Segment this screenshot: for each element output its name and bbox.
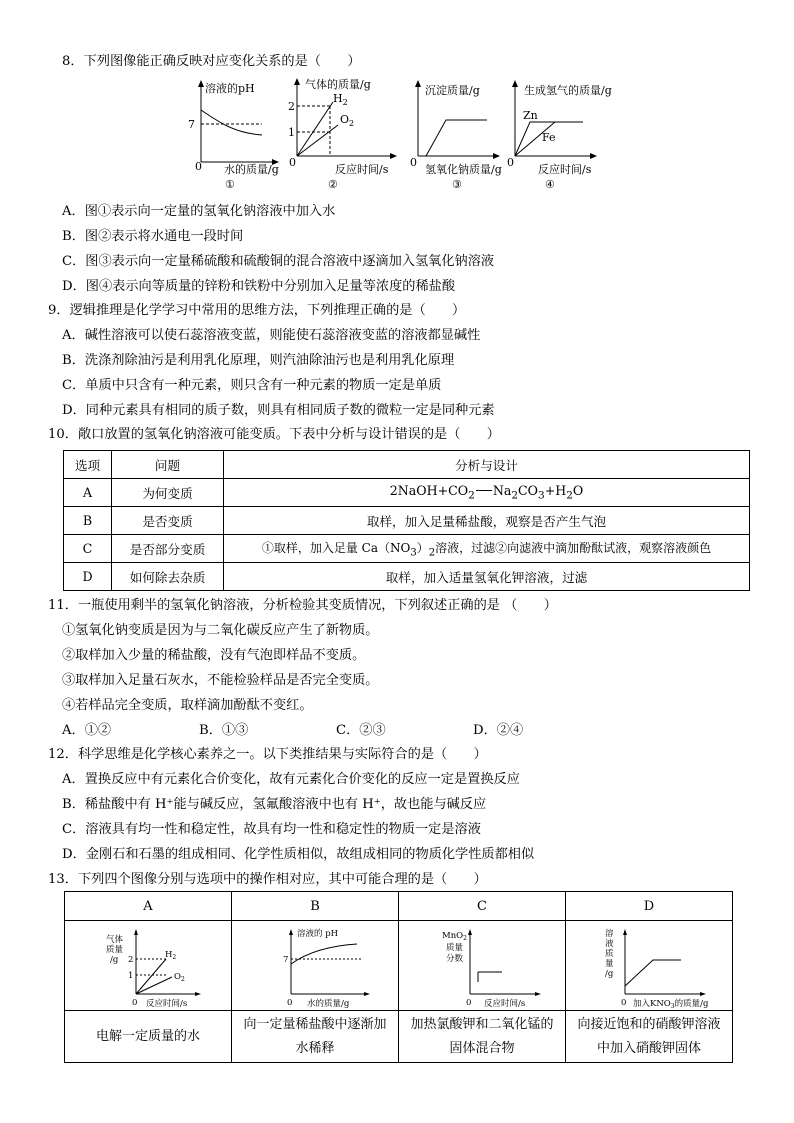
header-c: C — [399, 892, 566, 921]
q12-option-b: B．稀盐酸中有 H⁺能与碱反应，氢氟酸溶液中也有 H⁺，故也能与碱反应 — [62, 797, 487, 812]
q11-choice-a: A．①② — [62, 723, 112, 738]
q8-graph-2 — [288, 78, 397, 191]
table-row-captions — [65, 1011, 733, 1063]
q11-item-2: ②取样加入少量的稀盐酸，没有气泡即样品不变质。 — [62, 648, 366, 663]
q8-g2-ytick2: 2 — [288, 100, 295, 113]
q13-caption-a: 电解一定质量的水 — [65, 1011, 232, 1063]
svg-text:2: 2 — [128, 954, 134, 965]
svg-text:1: 1 — [128, 970, 134, 981]
q8-g2-num: ② — [328, 178, 338, 191]
svg-text:质: 质 — [605, 948, 614, 959]
svg-text:0: 0 — [621, 997, 627, 1008]
q8-g1-ylabel: 溶液的pH — [205, 82, 255, 95]
q9-option-c: C．单质中只含有一种元素，则只含有一种元素的物质一定是单质 — [62, 378, 442, 393]
svg-text:分数: 分数 — [446, 953, 464, 964]
q8-g3-xlabel: 氢氧化钠质量/g — [425, 163, 502, 176]
q8-g1-xlabel: 水的质量/g — [224, 163, 279, 176]
q9-option-d: D．同种元素具有相同的质子数，则具有相同质子数的微粒一定是同种元素 — [62, 403, 495, 418]
q11-choice-c: C．②③ — [336, 723, 386, 738]
q8-g2-origin: 0 — [289, 156, 296, 169]
q8-g3-ylabel: 沉淀质量/g — [425, 84, 480, 97]
q8-g2-ytick1: 1 — [288, 126, 295, 139]
q8-g2-ylabel: 气体的质量/g — [305, 78, 371, 91]
q9-option-b: B．洗涤剂除油污是利用乳化原理，则汽油除油污也是利用乳化原理 — [62, 353, 455, 368]
svg-text:MnO2: MnO$_2$ — [442, 930, 467, 942]
cell-option: B — [64, 507, 112, 535]
q12-option-c: C．溶液具有均一性和稳定性，故具有均一性和稳定性的物质一定是溶液 — [62, 822, 481, 837]
q13-graph-c — [399, 921, 566, 1011]
svg-text:0: 0 — [466, 997, 472, 1008]
svg-text:质量: 质量 — [446, 942, 464, 953]
q8-option-b: B．图②表示将水通电一段时间 — [62, 229, 244, 244]
header-b: B — [232, 892, 399, 921]
table-row — [64, 479, 750, 507]
q8-g2-l1: $H_2$ — [333, 92, 348, 107]
header-analysis: 分析与设计 — [224, 451, 750, 479]
svg-text:气体: 气体 — [106, 934, 124, 945]
q8-g4-l2: Fe — [542, 131, 556, 144]
svg-text:/g: /g — [605, 968, 614, 979]
cell-question: 为何变质 — [112, 479, 224, 507]
q13-caption-c: 加热氯酸钾和二氧化锰的 固体混合物 — [399, 1011, 566, 1063]
q8-g1-origin: 0 — [195, 160, 202, 173]
cell-question: 是否变质 — [112, 507, 224, 535]
q8-option-d: D．图④表示向等质量的锌粉和铁粉中分别加入足量等浓度的稀盐酸 — [62, 279, 456, 294]
q10-table — [63, 450, 750, 591]
q11-choices — [62, 722, 523, 740]
q8-graph-3 — [410, 80, 502, 191]
q8-g1-num: ① — [225, 178, 235, 191]
svg-text:质量: 质量 — [106, 944, 124, 955]
q12-option-a: A．置换反应中有元素化合价变化，故有元素化合价变化的反应一定是置换反应 — [62, 772, 520, 787]
cell-analysis: $2NaOH+CO_2$ $Na_2CO_3+H_2O$ — [224, 479, 750, 507]
table-header-row — [64, 451, 750, 479]
svg-text:7: 7 — [283, 954, 289, 965]
cell-analysis: 取样，加入适量氢氧化钾溶液，过滤 — [224, 563, 750, 591]
header-question: 问题 — [112, 451, 224, 479]
svg-text:/g: /g — [110, 954, 119, 965]
cell-option: C — [64, 535, 112, 563]
q8-g4-l1: Zn — [523, 109, 538, 122]
q11-item-1: ①氢氧化钠变质是因为与二氧化碳反应产生了新物质。 — [62, 623, 379, 638]
q8-option-c: C．图③表示向一定量稀硫酸和硫酸铜的混合溶液中逐滴加入氢氧化钠溶液 — [62, 254, 495, 269]
q8-g4-origin: 0 — [507, 156, 514, 169]
q8-g1-ytick: 7 — [188, 118, 195, 131]
cell-analysis: ①取样，加入足量 $Ca(NO_3)_2$溶液，过滤②向滤液中滴加酚酞试液，观察溶液颜色 — [224, 535, 750, 563]
q11-choice-b: B．①③ — [199, 723, 249, 738]
q9-stem: 9．逻辑推理是化学学习中常用的思维方法，下列推理正确的是（ ） — [48, 303, 466, 318]
svg-text:0: 0 — [132, 997, 138, 1008]
svg-text:0: 0 — [287, 997, 293, 1008]
q13-graph-d — [566, 921, 733, 1011]
q8-stem: 8．下列图像能正确反映对应变化关系的是（ ） — [62, 54, 361, 69]
header-option: 选项 — [64, 451, 112, 479]
svg-text:反应时间/s: 反应时间/s — [484, 998, 526, 1008]
q11-choice-d: D．②④ — [473, 723, 524, 738]
svg-text:H2: $H_2$ — [165, 949, 177, 961]
q12-stem: 12．科学思维是化学核心素养之一。以下类推结果与实际符合的是（ ） — [48, 747, 487, 762]
q11-item-4: ④若样品完全变质，取样滴加酚酞不变红。 — [62, 698, 313, 713]
q13-table — [64, 891, 733, 1063]
cell-option: A — [64, 479, 112, 507]
q8-g4-ylabel: 生成氢气的质量/g — [524, 84, 612, 97]
svg-text:量: 量 — [605, 958, 614, 969]
svg-text:反应时间/s: 反应时间/s — [146, 998, 188, 1008]
svg-text:水的质量/g: 水的质量/g — [307, 998, 350, 1008]
table-row-graphs — [65, 921, 733, 1011]
table-header-row — [65, 892, 733, 921]
svg-text:溶: 溶 — [605, 928, 614, 939]
q8-graphs — [0, 78, 794, 218]
q8-g2-xlabel: 反应时间/s — [335, 163, 389, 176]
svg-text:O2: $O_2$ — [174, 971, 185, 983]
q10-stem: 10．敞口放置的氢氧化钠溶液可能变质。下表中分析与设计错误的是（ ） — [48, 427, 500, 442]
q8-g4-xlabel: 反应时间/s — [538, 163, 592, 176]
q12-option-d: D．金刚石和石墨的组成相同、化学性质相似，故组成相同的物质化学性质都相似 — [62, 847, 535, 862]
table-row — [64, 563, 750, 591]
q13-graph-a — [65, 921, 232, 1011]
q8-graph-4 — [507, 80, 612, 191]
q8-option-a: A．图①表示向一定量的氢氧化钠溶液中加入水 — [62, 204, 336, 219]
table-row — [64, 535, 750, 563]
q11-stem: 11．一瓶使用剩半的氢氧化钠溶液，分析检验其变质情况，下列叙述正确的是 （ ） — [48, 598, 557, 613]
q13-caption-b: 向一定量稀盐酸中逐渐加 水稀释 — [232, 1011, 399, 1063]
header-d: D — [566, 892, 733, 921]
table-row — [64, 507, 750, 535]
q8-g4-num: ④ — [545, 178, 555, 191]
q11-item-3: ③取样加入足量石灰水，不能检验样品是否完全变质。 — [62, 673, 379, 688]
q8-g3-num: ③ — [452, 178, 462, 191]
q9-option-a: A．碱性溶液可以使石蕊溶液变蓝，则能使石蕊溶液变蓝的溶液都显碱性 — [62, 328, 481, 343]
q8-graph-1 — [188, 80, 279, 191]
q8-g3-origin: 0 — [410, 156, 417, 169]
cell-question: 如何除去杂质 — [112, 563, 224, 591]
q13-graph-b — [232, 921, 399, 1011]
svg-text:加入KNO3的质量/g: 加入$KNO_3$的质量/g — [633, 998, 709, 1008]
cell-question: 是否部分变质 — [112, 535, 224, 563]
svg-text:溶液的 pH: 溶液的 pH — [297, 928, 339, 939]
svg-text:液: 液 — [605, 938, 614, 949]
cell-option: D — [64, 563, 112, 591]
q13-stem: 13．下列四个图像分别与选项中的操作相对应，其中可能合理的是（ ） — [48, 872, 487, 887]
q8-g2-l2: $O_2$ — [340, 113, 355, 128]
q13-caption-d: 向接近饱和的硝酸钾溶液 中加入硝酸钾固体 — [566, 1011, 733, 1063]
header-a: A — [65, 892, 232, 921]
cell-analysis: 取样，加入足量稀盐酸，观察是否产生气泡 — [224, 507, 750, 535]
